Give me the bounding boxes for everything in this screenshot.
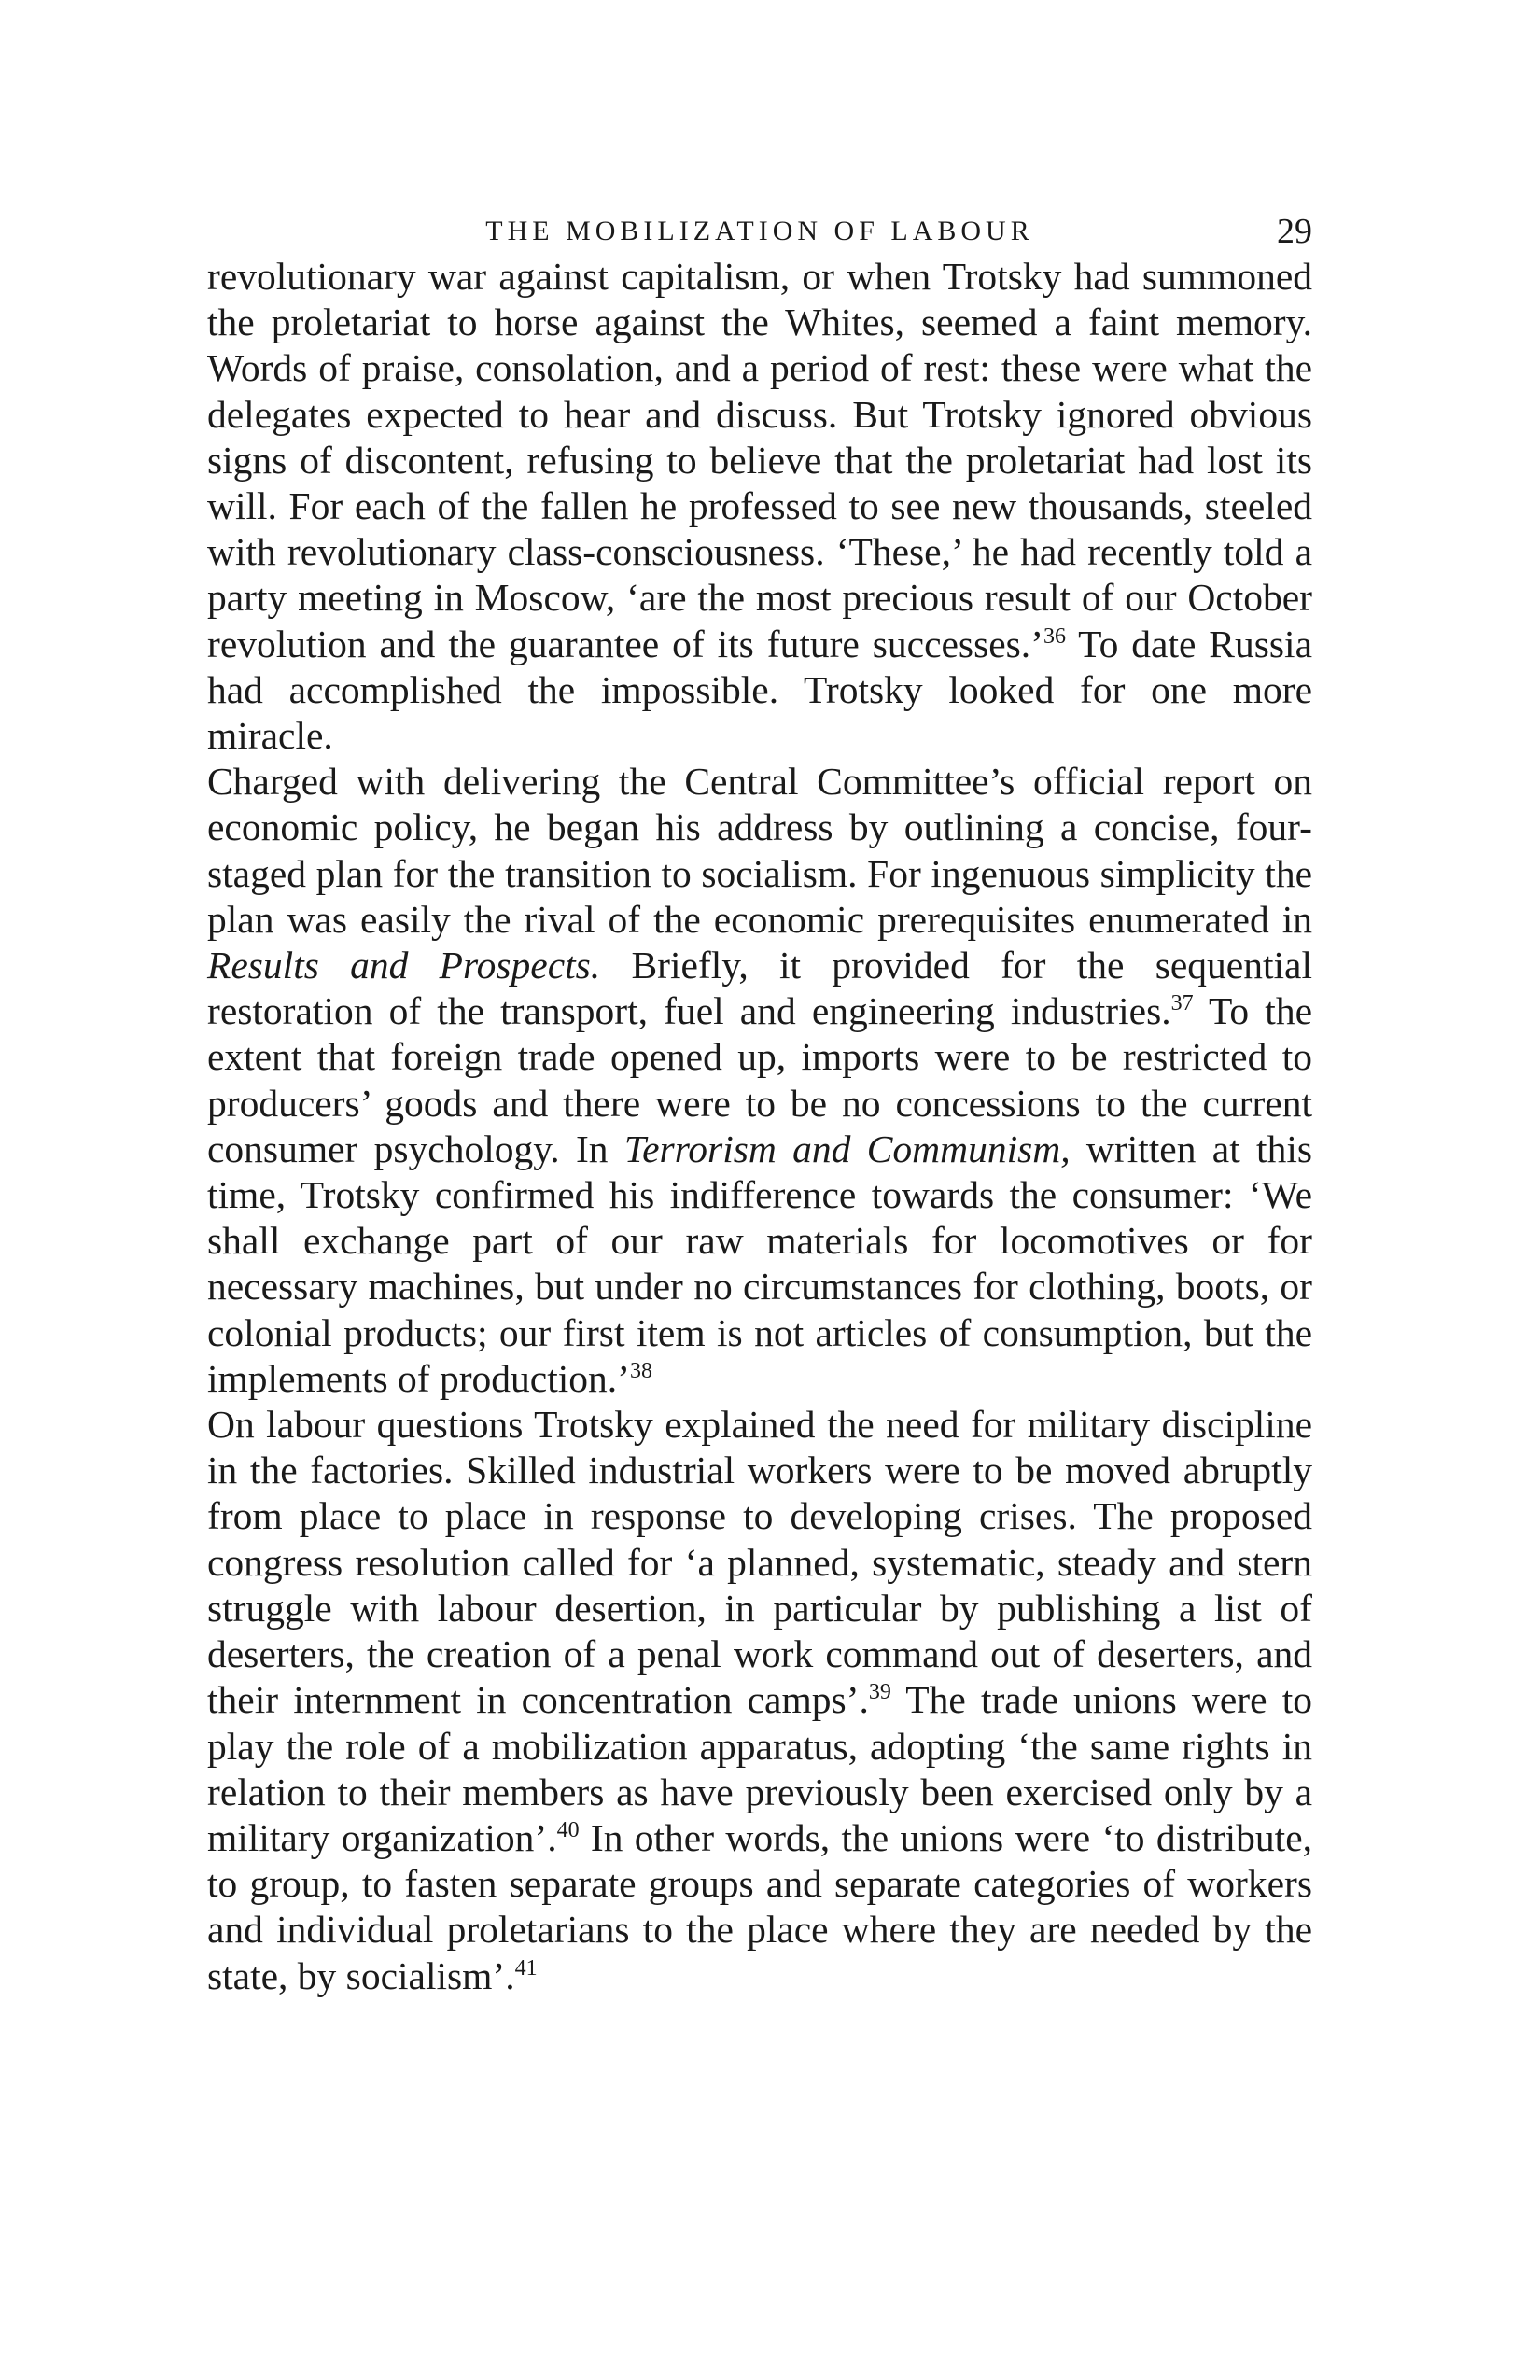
footnote-marker-40: 40 (556, 1818, 580, 1843)
paragraph-text: To the extent that foreign trade opened up, imports were to be restricted to producers’ goods and there were to be no concessions to the current consumer psychology. In (207, 989, 1312, 1170)
paragraph-text: Briefly, it provided for the sequential restoration of the transport, fuel and engineering industries. (207, 944, 1312, 1033)
running-title: THE MOBILIZATION OF LABOUR (485, 216, 1034, 246)
paragraph-3 (207, 1402, 1312, 1999)
paragraph-text: revolutionary war against capitalism, or when Trotsky had summoned the proletariat to horse against the Whites, seemed a faint memory. Words of praise, consolation, and a period of rest: these were what the delegates expected to hear and discuss. But Trotsky ignored obvious signs of discontent, refusing to believe that the proletariat had lost its will. For each of the fallen he professed to see new thousands, steeled with revolutionary class-consciousness. ‘These,’ he had recently told a party meeting in Moscow, ‘are the most precious result of our October revolution and the guarantee of its future successes.’ (207, 255, 1312, 665)
paragraph-text: Charged with delivering the Central Committee’s official report on economic policy, he began his address by outlining a concise, four-staged plan for the transition to socialism. For ingenuous simplicity the plan was easily the rival of the economic prerequisites enumerated in (207, 760, 1312, 941)
paragraph-2 (207, 759, 1312, 1402)
paragraph-text: On labour questions Trotsky explained the need for military discipline in the factories. Skilled industrial workers were to be moved abruptly from place to place in response to developing crises. The proposed congress resolution called for ‘a planned, systematic, steady and stern struggle with labour desertion, in particular by publishing a list of deserters, the creation of a penal work command out of deserters, and their internment in concentration camps’. (207, 1403, 1312, 1722)
book-title-results-and-prospects: Results and Prospects. (207, 944, 601, 987)
footnote-marker-38: 38 (629, 1359, 652, 1384)
paragraph-text: In other words, the unions were ‘to distribute, to group, to fasten separate groups and separate categories of workers and individual proletarians to the place where they are needed by the state, by socialism’. (207, 1815, 1312, 1997)
paragraph-text: To date Russia had accomplished the impossible. Trotsky looked for one more miracle. (207, 622, 1312, 758)
footnote-marker-41: 41 (514, 1955, 538, 1981)
body-text (207, 254, 1312, 1999)
running-head (207, 213, 1312, 250)
footnote-marker-36: 36 (1043, 623, 1066, 649)
page-number: 29 (1277, 212, 1312, 251)
book-title-terrorism-and-communism: Terrorism and Communism, (623, 1127, 1071, 1170)
footnote-marker-37: 37 (1170, 991, 1194, 1016)
paragraph-text: The trade unions were to play the role of a mobilization apparatus, adopting ‘the same rights in relation to their members as have previously been exercised only by a military organization’. (207, 1678, 1312, 1859)
paragraph-1 (207, 254, 1312, 759)
footnote-marker-39: 39 (868, 1680, 891, 1705)
paragraph-text: written at this time, Trotsky confirmed his indifference towards the consumer: ‘We shall exchange part of our raw materials for locomotives or for necessary machines, but under no circumstances for clothing, boots, or colonial products; our first item is not articles of consumption, but the implements of production.’ (207, 1127, 1312, 1400)
